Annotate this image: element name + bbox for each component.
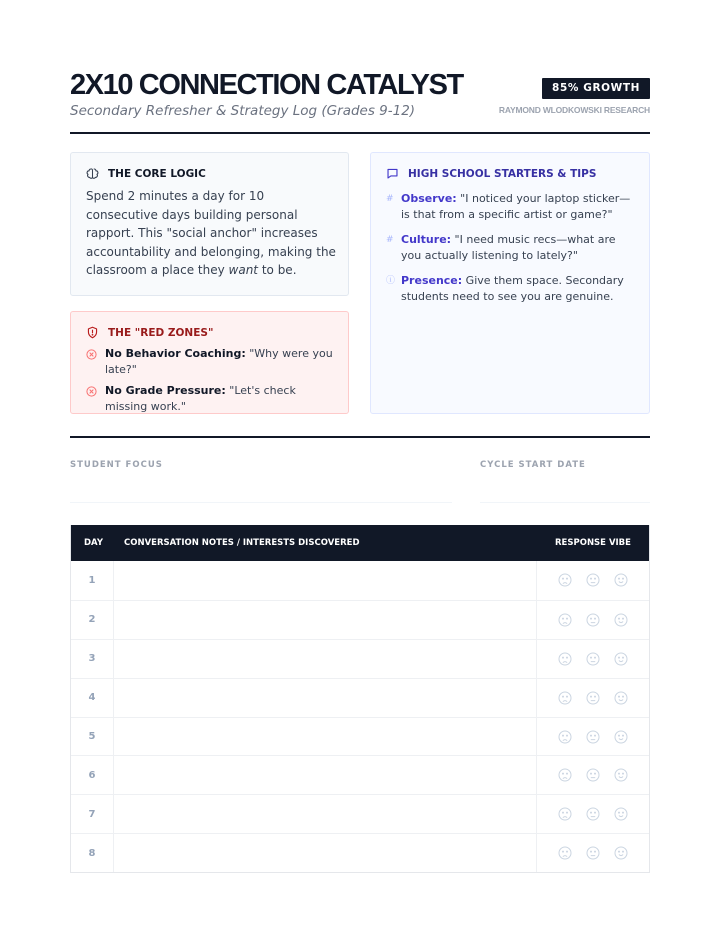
table-row <box>71 755 649 794</box>
research-attribution: RAYMOND WLODKOWSKI RESEARCH <box>498 105 650 115</box>
happy-face-icon[interactable] <box>614 613 628 627</box>
table-row <box>71 600 649 639</box>
notes-cell[interactable] <box>114 679 537 717</box>
page-title: 2X10 CONNECTION CATALYST <box>70 69 463 101</box>
happy-face-icon[interactable] <box>614 768 628 782</box>
table-body <box>71 561 649 872</box>
header-vibe: RESPONSE VIBE <box>555 538 631 548</box>
sad-face-icon[interactable] <box>558 807 572 821</box>
notes-cell[interactable] <box>114 756 537 794</box>
sad-face-icon[interactable] <box>558 573 572 587</box>
neutral-face-icon[interactable] <box>586 807 600 821</box>
vibe-cell <box>537 601 649 639</box>
starters-card <box>370 152 650 414</box>
hash-icon: # <box>386 194 394 204</box>
core-logic-header <box>86 167 206 180</box>
core-logic-text: Spend 2 minutes a day for 10 consecutive days building personal rapport. This "social anchor" increases accountability and belonging, making the classroom a place they want to be. <box>86 189 336 277</box>
happy-face-icon[interactable] <box>614 730 628 744</box>
shield-alert-icon <box>86 326 99 339</box>
vibe-cell <box>537 640 649 678</box>
vibe-cell <box>537 834 649 872</box>
neutral-face-icon[interactable] <box>586 652 600 666</box>
vibe-cell <box>537 561 649 600</box>
day-number: 6 <box>71 756 114 794</box>
neutral-face-icon[interactable] <box>586 730 600 744</box>
sad-face-icon[interactable] <box>558 846 572 860</box>
growth-badge: 85% GROWTH <box>542 78 650 99</box>
red-zones-card <box>70 311 349 414</box>
table-row <box>71 833 649 872</box>
notes-cell[interactable] <box>114 795 537 833</box>
happy-face-icon[interactable] <box>614 652 628 666</box>
neutral-face-icon[interactable] <box>586 768 600 782</box>
list-item: # Culture: "I need music recs—what are you actually listening to lately?" <box>386 233 616 262</box>
day-number: 4 <box>71 679 114 717</box>
day-number: 8 <box>71 834 114 872</box>
core-logic-heading: THE CORE LOGIC <box>108 167 206 180</box>
vibe-cell <box>537 795 649 833</box>
vibe-cell <box>537 756 649 794</box>
sad-face-icon[interactable] <box>558 652 572 666</box>
cycle-start-field[interactable] <box>480 502 650 503</box>
page-subtitle: Secondary Refresher & Strategy Log (Grades 9-12) <box>70 103 416 119</box>
list-item: ⓘ Presence: Give them space. Secondary students need to see you are genuine. <box>386 274 624 303</box>
core-logic-card <box>70 152 349 296</box>
happy-face-icon[interactable] <box>614 807 628 821</box>
list-item: No Behavior Coaching: "Why were you late?" <box>86 346 338 378</box>
day-number: 7 <box>71 795 114 833</box>
sad-face-icon[interactable] <box>558 768 572 782</box>
sad-face-icon[interactable] <box>558 730 572 744</box>
header-day: DAY <box>84 538 103 548</box>
day-number: 3 <box>71 640 114 678</box>
day-number: 5 <box>71 718 114 756</box>
notes-cell[interactable] <box>114 561 537 600</box>
list-item: # Observe: "I noticed your laptop sticker—is that from a specific artist or game?" <box>386 192 631 221</box>
brain-icon <box>86 167 99 180</box>
x-circle-icon <box>86 349 97 360</box>
notes-cell[interactable] <box>114 718 537 756</box>
happy-face-icon[interactable] <box>614 691 628 705</box>
table-row <box>71 639 649 678</box>
starters-list <box>386 191 638 314</box>
sad-face-icon[interactable] <box>558 613 572 627</box>
notes-cell[interactable] <box>114 601 537 639</box>
table-row <box>71 561 649 600</box>
notes-cell[interactable] <box>114 640 537 678</box>
vibe-cell <box>537 679 649 717</box>
student-focus-label: STUDENT FOCUS <box>70 460 163 470</box>
emphasis-want: want <box>228 263 259 277</box>
section-divider <box>70 436 650 438</box>
day-number: 1 <box>71 561 114 600</box>
cycle-start-label: CYCLE START DATE <box>480 460 586 470</box>
table-row <box>71 678 649 717</box>
day-number: 2 <box>71 601 114 639</box>
info-icon: ⓘ <box>386 276 396 286</box>
table-header <box>71 525 649 561</box>
neutral-face-icon[interactable] <box>586 573 600 587</box>
chat-bubble-icon <box>386 167 399 180</box>
neutral-face-icon[interactable] <box>586 846 600 860</box>
list-item: No Grade Pressure: "Let's check missing work." <box>86 383 338 415</box>
neutral-face-icon[interactable] <box>586 691 600 705</box>
vibe-cell <box>537 718 649 756</box>
starters-header <box>386 167 596 180</box>
red-zones-heading: THE "RED ZONES" <box>108 326 214 339</box>
student-focus-field[interactable] <box>70 502 452 503</box>
starters-heading: HIGH SCHOOL STARTERS & TIPS <box>408 167 597 180</box>
x-circle-icon <box>86 386 97 397</box>
happy-face-icon[interactable] <box>614 846 628 860</box>
daily-log-table <box>70 525 650 873</box>
header-notes: CONVERSATION NOTES / INTERESTS DISCOVERED <box>124 538 360 548</box>
notes-cell[interactable] <box>114 834 537 872</box>
sad-face-icon[interactable] <box>558 691 572 705</box>
red-zones-list <box>86 346 338 420</box>
table-row <box>71 794 649 833</box>
happy-face-icon[interactable] <box>614 573 628 587</box>
hash-icon: # <box>386 235 394 245</box>
header <box>70 68 650 134</box>
table-row <box>71 717 649 756</box>
red-zones-header <box>86 326 213 339</box>
neutral-face-icon[interactable] <box>586 613 600 627</box>
